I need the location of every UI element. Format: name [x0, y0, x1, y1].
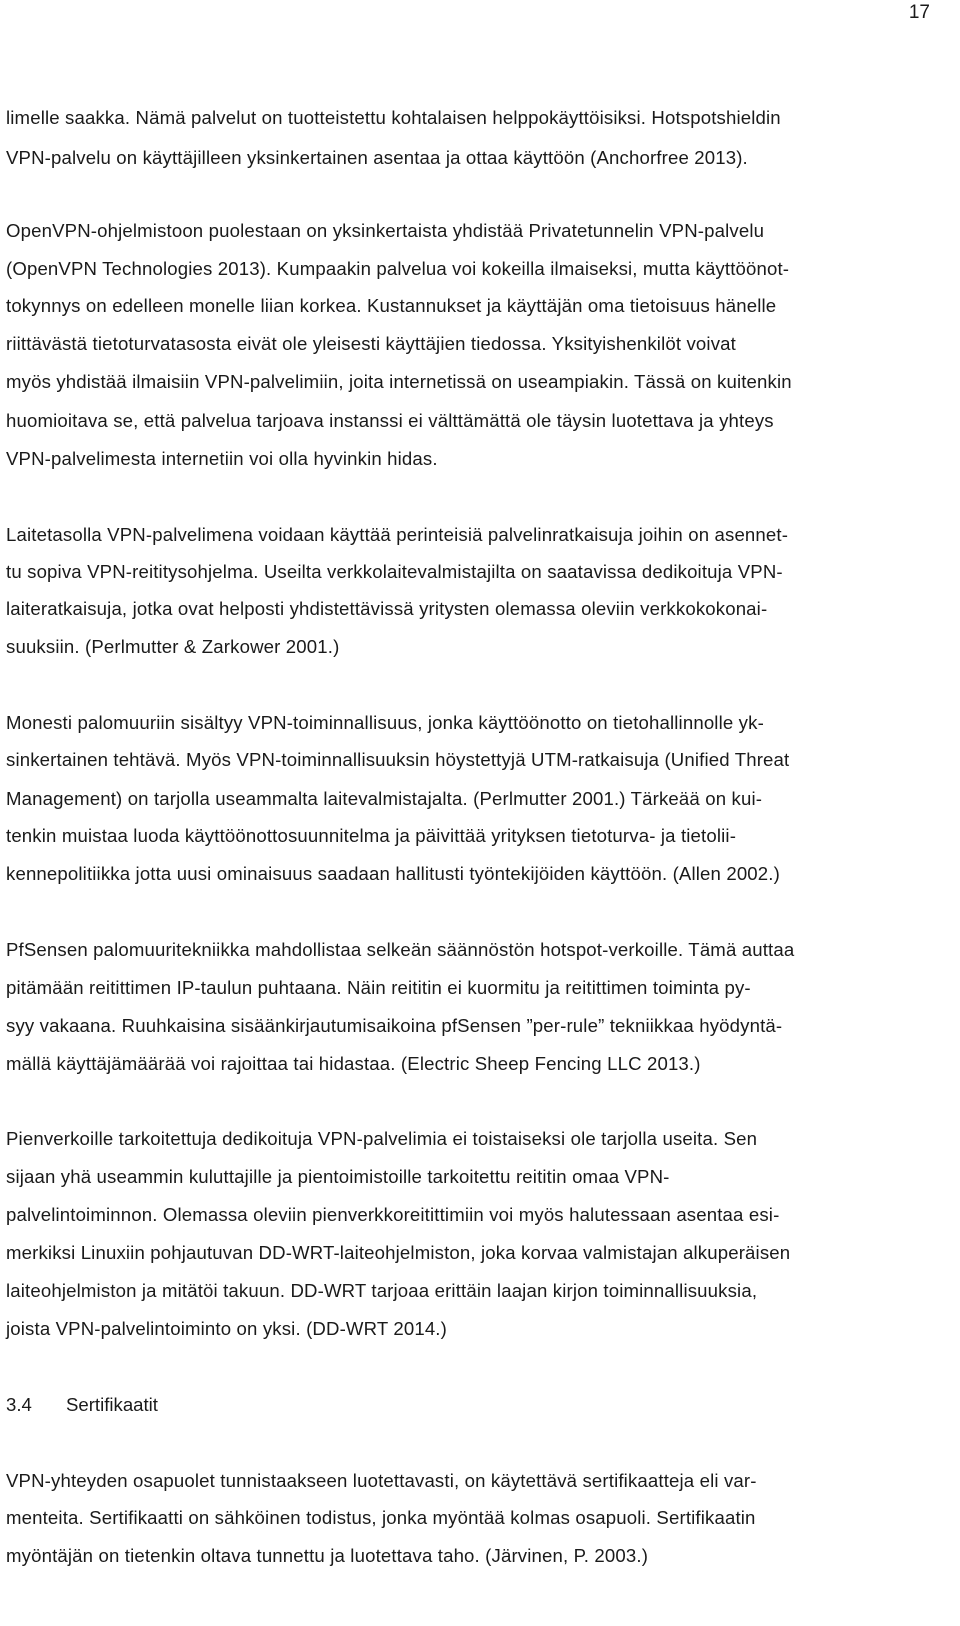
- text-line: sijaan yhä useammin kuluttajille ja pientoimistoille tarkoitettu reititin omaa VPN-: [6, 1166, 670, 1187]
- text-line: Management) on tarjolla useammalta laitevalmistajalta. (Perlmutter 2001.) Tärkeää on kui-: [6, 788, 763, 809]
- section-heading: [6, 1393, 158, 1417]
- text-line: VPN-palvelu on käyttäjilleen yksinkertainen asentaa ja ottaa käyttöön (Anchorfree 2013).: [6, 147, 748, 168]
- text-line: suuksiin. (Perlmutter & Zarkower 2001.): [6, 636, 340, 657]
- text-line: PfSensen palomuuritekniikka mahdollistaa selkeän säännöstön hotspot-verkoille. Tämä auttaa: [6, 939, 795, 960]
- text-line: tenkin muistaa luoda käyttöönottosuunnitelma ja päivittää yrityksen tietoturva- ja tietolii-: [6, 825, 737, 846]
- text-line: kennepolitiikka jotta uusi ominaisuus saadaan hallitusti työntekijöiden käyttöön. (Allen 2002.): [6, 863, 780, 884]
- text-line: (OpenVPN Technologies 2013). Kumpaakin palvelua voi kokeilla ilmaiseksi, mutta käyttöönot-: [6, 258, 790, 279]
- text-line: sinkertainen tehtävä. Myös VPN-toiminnallisuuksin höystettyjä UTM-ratkaisuja (Unified Threat: [6, 749, 790, 770]
- text-line: VPN-palvelimesta internetiin voi olla hyvinkin hidas.: [6, 448, 438, 469]
- text-line: VPN-yhteyden osapuolet tunnistaakseen luotettavasti, on käytettävä sertifikaatteja eli var-: [6, 1470, 757, 1491]
- section-title: Sertifikaatit: [66, 1394, 158, 1415]
- text-line: laiteratkaisuja, jotka ovat helposti yhdistettävissä yritysten olemassa oleviin verkkokokonai-: [6, 598, 768, 619]
- text-line: Pienverkoille tarkoitettuja dedikoituja VPN-palvelimia ei toistaiseksi ole tarjolla useita. Sen: [6, 1128, 758, 1149]
- section-number: 3.4: [6, 1394, 32, 1415]
- text-line: riittävästä tietoturvatasosta eivät ole yleisesti käyttäjien tiedossa. Yksityishenkilöt voivat: [6, 333, 736, 354]
- text-line: OpenVPN-ohjelmistoon puolestaan on yksinkertaista yhdistää Privatetunnelin VPN-palvelu: [6, 220, 765, 241]
- text-line: Laitetasolla VPN-palvelimena voidaan käyttää perinteisiä palvelinratkaisuja joihin on asennet-: [6, 524, 789, 545]
- text-line: myöntäjän on tietenkin oltava tunnettu ja luotettava taho. (Järvinen, P. 2003.): [6, 1545, 649, 1566]
- text-line: mällä käyttäjämäärää voi rajoittaa tai hidastaa. (Electric Sheep Fencing LLC 2013.): [6, 1053, 701, 1074]
- text-line: laiteohjelmiston ja mitätöi takuun. DD-WRT tarjoaa erittäin laajan kirjon toiminnallisuuksia,: [6, 1280, 758, 1301]
- text-line: limelle saakka. Nämä palvelut on tuotteistettu kohtalaisen helppokäyttöisiksi. Hotspotshieldin: [6, 107, 781, 128]
- page-number: 17: [908, 2, 930, 23]
- text-line: joista VPN-palvelintoiminto on yksi. (DD-WRT 2014.): [6, 1318, 447, 1339]
- text-line: myös yhdistää ilmaisiin VPN-palvelimiin, joita internetissä on useampiakin. Tässä on kuitenkin: [6, 371, 792, 392]
- text-line: Monesti palomuuriin sisältyy VPN-toiminnallisuus, jonka käyttöönotto on tietohallinnolle yk-: [6, 712, 764, 733]
- text-line: merkiksi Linuxiin pohjautuvan DD-WRT-laiteohjelmiston, joka korvaa valmistajan alkuperäisen: [6, 1242, 791, 1263]
- text-line: tokynnys on edelleen monelle liian korkea. Kustannukset ja käyttäjän oma tietoisuus hänelle: [6, 295, 777, 316]
- text-line: tu sopiva VPN-reititysohjelma. Useilta verkkolaitevalmistajilta on saatavissa dedikoituja VPN-: [6, 561, 783, 582]
- text-line: pitämään reitittimen IP-taulun puhtaana. Näin reititin ei kuormitu ja reitittimen toiminta py-: [6, 977, 751, 998]
- text-line: huomioitava se, että palvelua tarjoava instanssi ei välttämättä ole täysin luotettava ja yhteys: [6, 410, 774, 431]
- text-line: syy vakaana. Ruuhkaisina sisäänkirjautumisaikoina pfSensen ”per-rule” tekniikkaa hyödyntä-: [6, 1015, 783, 1036]
- text-line: menteita. Sertifikaatti on sähköinen todistus, jonka myöntää kolmas osapuoli. Sertifikaatin: [6, 1507, 756, 1528]
- text-line: palvelintoiminnon. Olemassa oleviin pienverkkoreitittimiin voi myös halutessaan asentaa esi-: [6, 1204, 780, 1225]
